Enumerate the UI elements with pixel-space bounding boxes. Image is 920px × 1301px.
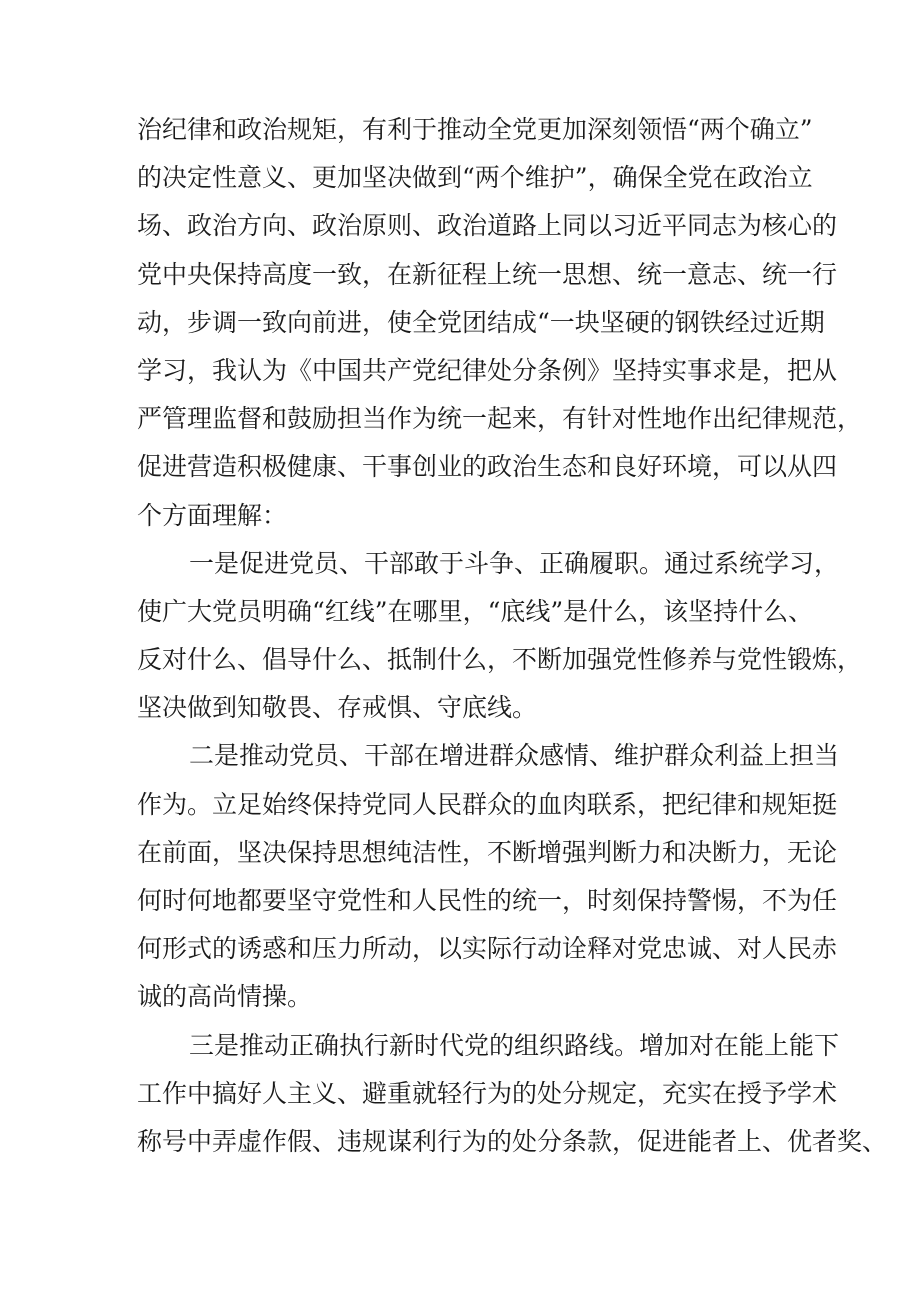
text-line: 工作中搞好人主义、避重就轻行为的处分规定，充实在授予学术 xyxy=(137,1078,838,1108)
text-line: 何时何地都要坚守党性和人民性的统一，时刻保持警惕，不为任 xyxy=(137,886,838,915)
text-line: 诚的高尚情操。 xyxy=(137,982,313,1012)
text-line: 称号中弄虚作假、违规谋利行为的处分条款，促进能者上、优者奖、 xyxy=(137,1126,888,1156)
text-line: 治纪律和政治规矩，有利于推动全党更加深刻领悟“两个确立” xyxy=(137,115,813,144)
text-line: 个方面理解： xyxy=(137,500,288,530)
text-line: 学习，我认为《中国共产党纪律处分条例》坚持实事求是，把从 xyxy=(137,355,838,385)
text-line: 促进营造积极健康、干事创业的政治生态和良好环境，可以从四 xyxy=(137,452,838,482)
text-line: 三是推动正确执行新时代党的组织路线。增加对在能上能下 xyxy=(189,1030,840,1060)
text-line: 何形式的诱惑和压力所动，以实际行动诠释对党忠诚、对人民赤 xyxy=(137,934,838,964)
text-line: 场、政治方向、政治原则、政治道路上同以习近平同志为核心的 xyxy=(137,211,838,241)
text-line: 动，步调一致向前进，使全党团结成“一块坚硬的钢铁经过近期 xyxy=(137,307,825,337)
text-line: 二是推动党员、干部在增进群众感情、维护群众利益上担当 xyxy=(189,741,840,771)
text-line: 党中央保持高度一致，在新征程上统一思想、统一意志、统一行 xyxy=(137,259,838,289)
text-line: 在前面，坚决保持思想纯洁性，不断增强判断力和决断力，无论 xyxy=(137,837,838,867)
document-body xyxy=(137,106,888,1166)
text-line: 作为。立足始终保持党同人民群众的血肉联系，把纪律和规矩挺 xyxy=(137,789,838,819)
text-line: 使广大党员明确“红线”在哪里，“底线”是什么，该坚持什么、 xyxy=(137,596,814,626)
text-line: 一是促进党员、干部敢于斗争、正确履职。通过系统学习， xyxy=(189,548,840,578)
text-line: 的决定性意义、更加坚决做到“两个维护”，确保全党在政治立 xyxy=(137,163,813,193)
text-line: 坚决做到知敬畏、存戒惧、守底线。 xyxy=(137,693,538,723)
text-line: 严管理监督和鼓励担当作为统一起来，有针对性地作出纪律规范， xyxy=(137,404,863,434)
text-line: 反对什么、倡导什么、抵制什么，不断加强党性修养与党性锻炼， xyxy=(137,645,863,675)
